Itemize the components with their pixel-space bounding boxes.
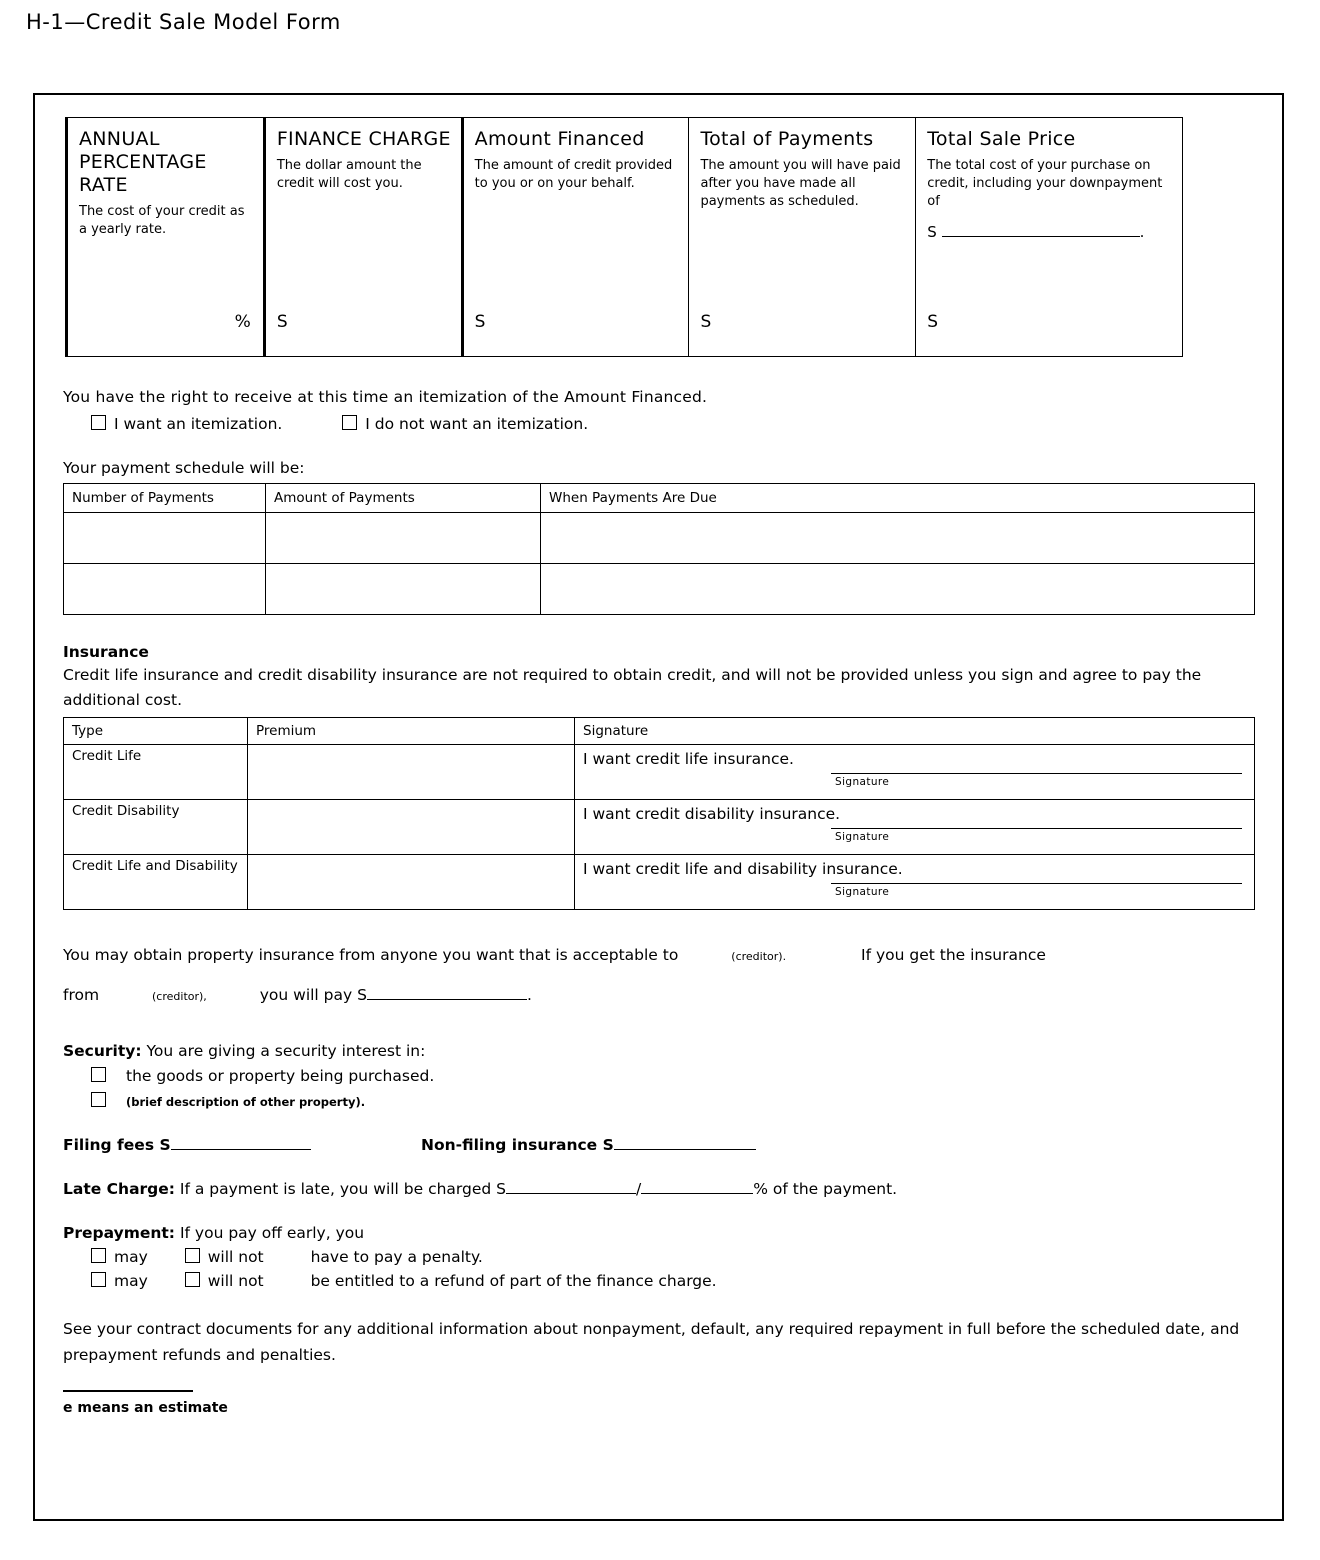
apr-description: The cost of your credit as a yearly rate.	[79, 204, 245, 237]
property-line1-text-b: If you get the insurance	[861, 946, 1046, 964]
late-charge-percent-blank[interactable]	[641, 1180, 753, 1194]
signature-caption: Signature	[835, 831, 890, 843]
disclosure-cell-amount-financed	[464, 118, 690, 356]
label-refund-tail: be entitled to a refund of part of the finance charge.	[310, 1272, 717, 1290]
cell-number-of-payments[interactable]	[64, 564, 266, 615]
header-number-of-payments: Number of Payments	[64, 484, 266, 513]
property-line1-text-a: You may obtain property insurance from anyone you want that is acceptable to	[63, 946, 679, 964]
disclosure-box	[65, 117, 1183, 357]
finance-charge-description: The dollar amount the credit will cost you.	[276, 158, 422, 191]
finance-charge-heading: FINANCE CHARGE	[276, 128, 451, 150]
amount-financed-description: The amount of credit provided to you or on your behalf.	[474, 158, 673, 191]
table-row	[64, 855, 1255, 910]
table-row	[64, 745, 1255, 800]
table-row	[64, 564, 1255, 615]
filing-fees-label: Filing fees S	[63, 1136, 171, 1154]
property-line2-text-b: you will pay S	[259, 986, 367, 1004]
checkbox-refund-may[interactable]	[91, 1272, 106, 1287]
total-of-payments-heading: Total of Payments	[700, 128, 874, 150]
prepayment-penalty-row	[91, 1248, 1255, 1266]
property-insurance-line-1	[63, 936, 1255, 976]
cell-signature-credit-life-and-disability	[575, 855, 1255, 910]
total-sale-price-description: The total cost of your purchase on credit, including your downpayment of	[927, 158, 1163, 209]
property-insurance-section	[63, 936, 1255, 1016]
checkbox-security-other[interactable]	[91, 1092, 106, 1107]
payment-schedule-label: Your payment schedule will be:	[63, 459, 305, 477]
label-want-itemization: I want an itemization.	[114, 415, 283, 433]
late-charge-label: Late Charge:	[63, 1180, 175, 1198]
cell-premium-credit-life-and-disability[interactable]	[248, 855, 575, 910]
downpayment-line: S .	[927, 223, 1145, 241]
checkbox-penalty-will-not[interactable]	[185, 1248, 200, 1263]
label-no-itemization: I do not want an itemization.	[365, 415, 589, 433]
cell-when-payments-are-due[interactable]	[541, 513, 1255, 564]
security-label: Security:	[63, 1042, 142, 1060]
cell-when-payments-are-due[interactable]	[541, 564, 1255, 615]
property-line2-creditor: (creditor),	[152, 990, 207, 1003]
checkbox-want-itemization[interactable]	[91, 415, 106, 430]
label-penalty-tail: have to pay a penalty.	[310, 1248, 483, 1266]
late-charge-slash: /	[636, 1180, 642, 1198]
signature-line-credit-disability[interactable]	[831, 828, 1242, 829]
disclosure-cell-apr	[65, 118, 266, 356]
property-line1-creditor: (creditor).	[731, 950, 787, 963]
late-charge-text-b: % of the payment.	[753, 1180, 898, 1198]
downpayment-blank[interactable]	[942, 223, 1140, 237]
insurance-table	[63, 717, 1255, 910]
filing-fees-blank[interactable]	[171, 1136, 311, 1150]
apr-unit: %	[234, 312, 251, 332]
itemization-options	[91, 415, 1255, 433]
signature-line-credit-life-and-disability[interactable]	[831, 883, 1242, 884]
header-amount-of-payments: Amount of Payments	[266, 484, 541, 513]
estimate-note: e means an estimate	[63, 1400, 228, 1416]
total-sale-price-heading: Total Sale Price	[927, 128, 1076, 150]
label-penalty-will-not: will not	[207, 1248, 264, 1266]
itemization-section	[63, 385, 1255, 433]
total-of-payments-unit: S	[700, 312, 712, 332]
property-line2-text-a: from	[63, 986, 100, 1004]
total-of-payments-description: The amount you will have paid after you have made all payments as scheduled.	[700, 158, 901, 209]
apr-heading: ANNUAL PERCENTAGE RATE	[79, 128, 207, 196]
security-option-goods	[91, 1067, 1255, 1085]
prepayment-section	[63, 1224, 1255, 1242]
table-row	[64, 513, 1255, 564]
header-insurance-signature: Signature	[575, 718, 1255, 745]
cell-number-of-payments[interactable]	[64, 513, 266, 564]
signature-line-credit-life[interactable]	[831, 773, 1242, 774]
see-contract-text: See your contract documents for any additional information about nonpayment, default, any required repayment in full before the scheduled date, and prepayment refunds and penalties.	[63, 1320, 1240, 1364]
cell-premium-credit-life[interactable]	[248, 745, 575, 800]
amount-financed-heading: Amount Financed	[474, 128, 645, 150]
security-section	[63, 1042, 1255, 1060]
late-charge-amount-blank[interactable]	[506, 1180, 636, 1194]
cell-amount-of-payments[interactable]	[266, 513, 541, 564]
header-insurance-type: Type	[64, 718, 248, 745]
late-charge-section	[63, 1180, 1255, 1198]
non-filing-insurance-blank[interactable]	[614, 1136, 756, 1150]
label-penalty-may: may	[114, 1248, 148, 1266]
amount-financed-unit: S	[474, 312, 486, 332]
statement-credit-disability: I want credit disability insurance.	[583, 805, 841, 823]
checkbox-penalty-may[interactable]	[91, 1248, 106, 1263]
label-security-goods: the goods or property being purchased.	[126, 1067, 435, 1085]
checkbox-refund-will-not[interactable]	[185, 1272, 200, 1287]
disclosure-cell-total-sale-price	[916, 118, 1182, 356]
cell-type-credit-life: Credit Life	[64, 745, 248, 800]
late-charge-text-a: If a payment is late, you will be charged S	[179, 1180, 507, 1198]
non-filing-insurance-label: Non-filing insurance S	[421, 1136, 614, 1154]
checkbox-no-itemization[interactable]	[342, 415, 357, 430]
table-row	[64, 800, 1255, 855]
property-insurance-amount-blank[interactable]	[367, 986, 527, 1000]
itemization-text: You have the right to receive at this time an itemization of the Amount Financed.	[63, 388, 708, 406]
prepayment-label: Prepayment:	[63, 1224, 176, 1242]
cell-premium-credit-disability[interactable]	[248, 800, 575, 855]
estimate-divider	[63, 1390, 193, 1392]
signature-caption: Signature	[835, 776, 890, 788]
cell-type-credit-life-and-disability: Credit Life and Disability	[64, 855, 248, 910]
header-when-payments-are-due: When Payments Are Due	[541, 484, 1255, 513]
payment-schedule-table	[63, 483, 1255, 615]
fees-section	[63, 1136, 1255, 1154]
cell-amount-of-payments[interactable]	[266, 564, 541, 615]
disclosure-cell-finance-charge	[266, 118, 464, 356]
insurance-text: Credit life insurance and credit disability insurance are not required to obtain credit, and will not be provided unless you sign and agree to pay the additional cost.	[63, 666, 1202, 709]
credit-sale-form	[33, 93, 1284, 1521]
statement-credit-life-and-disability: I want credit life and disability insurance.	[583, 860, 903, 878]
prepayment-text: If you pay off early, you	[179, 1224, 365, 1242]
cell-type-credit-disability: Credit Disability	[64, 800, 248, 855]
security-text: You are giving a security interest in:	[146, 1042, 426, 1060]
label-security-other: (brief description of other property).	[126, 1095, 366, 1109]
checkbox-security-goods[interactable]	[91, 1067, 106, 1082]
security-option-other	[91, 1092, 1255, 1110]
property-insurance-line-2: from (creditor), you will pay S .	[63, 986, 532, 1004]
cell-signature-credit-disability	[575, 800, 1255, 855]
label-refund-may: may	[114, 1272, 148, 1290]
page-title: H-1—Credit Sale Model Form	[26, 10, 341, 34]
signature-caption: Signature	[835, 886, 890, 898]
disclosure-cell-total-of-payments	[689, 118, 916, 356]
cell-signature-credit-life	[575, 745, 1255, 800]
prepayment-refund-row	[91, 1272, 1255, 1290]
table-header-row	[64, 484, 1255, 513]
label-refund-will-not: will not	[207, 1272, 264, 1290]
total-sale-price-unit: S	[927, 312, 939, 332]
insurance-title: Insurance	[63, 643, 149, 661]
statement-credit-life: I want credit life insurance.	[583, 750, 794, 768]
header-insurance-premium: Premium	[248, 718, 575, 745]
table-header-row	[64, 718, 1255, 745]
downpayment-currency: S	[927, 223, 937, 241]
finance-charge-unit: S	[276, 312, 288, 332]
